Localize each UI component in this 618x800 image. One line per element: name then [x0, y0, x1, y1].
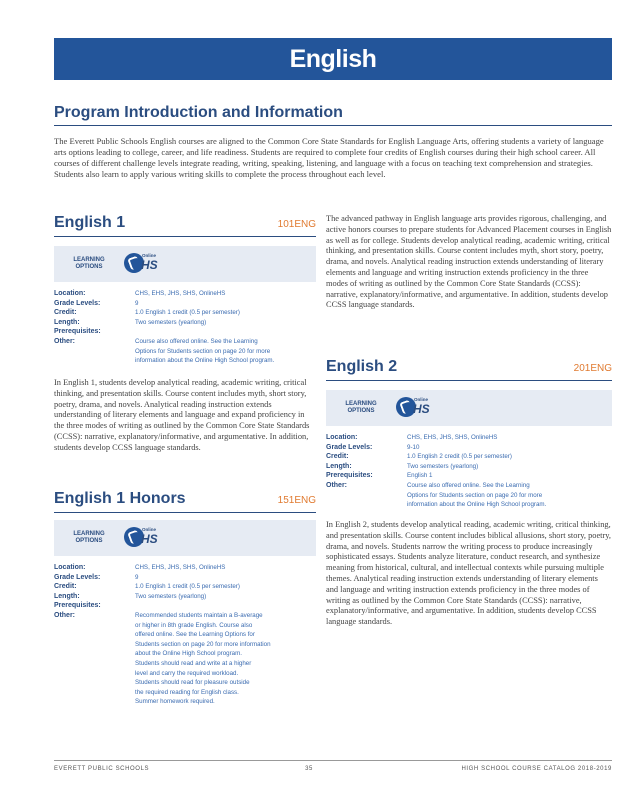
- logo-line1: Online: [142, 253, 157, 258]
- logo-line2: HS: [413, 402, 430, 416]
- detail-label: Location:: [326, 434, 358, 441]
- logo-line2: HS: [141, 532, 158, 546]
- detail-credit: 1.0 English 1 credit (0.5 per semester): [135, 583, 240, 591]
- detail-label: Grade Levels:: [326, 443, 373, 451]
- program-title: Program Introduction and Information: [54, 104, 343, 121]
- detail-credit: 1.0 English 2 credit (0.5 per semester): [407, 453, 512, 461]
- course-rule: [54, 512, 316, 513]
- detail-other: Recommended students maintain a B-average or higher in 8th grade English. Course also offered online. See the Learning Options for Students section on page 20 for more information about the Online High School program. Students should read and write at a higher level and carry the required workload. Students should read for pleasure outside the required reading for English class. Summer homework required.: [135, 611, 271, 706]
- detail-grade-levels: 9: [135, 573, 139, 581]
- learning-options-box: [54, 520, 316, 556]
- course-name: English 1 Honors: [54, 490, 186, 507]
- detail-label: Prerequisites:: [54, 328, 101, 336]
- logo-line2: HS: [141, 258, 158, 272]
- detail-label: Location:: [54, 290, 86, 297]
- course-name: English 2: [326, 358, 398, 375]
- course-rule: [54, 236, 316, 237]
- program-title-rule: [54, 125, 612, 126]
- course-details: [326, 433, 612, 510]
- detail-location: CHS, EHS, JHS, SHS, OnlineHS: [135, 564, 226, 571]
- course-code: 151ENG: [277, 495, 316, 506]
- detail-label: Credit:: [54, 309, 77, 317]
- course-description: In English 1, students develop analytical reading, academic writing, critical thinking, and presentation skills. Course content includes myth, short story, poetry, drama, and novels. Analytical reading instruction extends understanding of literary elements and language and expand proficiency in the three modes of writing as outlined by the Common Core State Standards (CCSS): narrative, explanatory/informative, and argumentative. In addition, students develop CCSS language standards.: [54, 378, 310, 452]
- detail-length: Two semesters (yearlong): [135, 592, 207, 600]
- detail-other: Course also offered online. See the Learning Options for Students section on page 20 for more information about the Online High School program.: [135, 337, 275, 365]
- detail-location: CHS, EHS, JHS, SHS, OnlineHS: [407, 434, 498, 441]
- course-details: [54, 563, 316, 707]
- detail-label: Grade Levels:: [54, 573, 101, 581]
- online-hs-logo-icon: [396, 395, 432, 421]
- detail-label: Location:: [54, 564, 86, 571]
- detail-label: Other:: [54, 337, 75, 345]
- learning-options-box: [326, 390, 612, 426]
- detail-label: Credit:: [54, 583, 77, 591]
- online-hs-logo-icon: [124, 251, 160, 277]
- course-header-english-2: [326, 358, 612, 376]
- detail-label: Credit:: [326, 453, 349, 461]
- page-number: 35: [305, 766, 313, 772]
- detail-length: Two semesters (yearlong): [407, 462, 479, 470]
- detail-other: Course also offered online. See the Learning Options for Students section on page 20 for more information about the Online High School program.: [407, 481, 547, 509]
- detail-prerequisites: English 1: [407, 472, 433, 480]
- detail-grade-levels: 9: [135, 299, 139, 307]
- detail-label: Length:: [54, 592, 80, 600]
- course-rule: [326, 380, 612, 381]
- detail-label: Prerequisites:: [54, 602, 101, 610]
- logo-line1: Online: [142, 527, 157, 532]
- detail-label: Prerequisites:: [326, 472, 373, 480]
- detail-grade-levels: 9-10: [407, 443, 420, 451]
- course-description: In English 2, students develop analytical reading, academic writing, critical thinking, and presentation skills. Course content includes biblical allusions, short story, poetry, drama, and novels. Students narrow the writing process to produce increasingly sophisticated essays. Students analyze literature, conduct research, and synthesize meaning from historical, cultural, and intellectual contexts while pursuing multiple themes. Analytical reading instruction extends understanding of literary elements and language and writing instruction extends proficiency in the three modes of writing as outlined by the Common Core State Standards (CCSS): narrative, explanatory/informative, and argumentative. In addition, students develop CCSS language standards.: [326, 520, 612, 627]
- learning-options-label: LEARNING OPTIONS: [73, 256, 105, 270]
- detail-label: Length:: [54, 318, 80, 326]
- detail-credit: 1.0 English 1 credit (0.5 per semester): [135, 309, 240, 317]
- detail-location: CHS, EHS, JHS, SHS, OnlineHS: [135, 290, 226, 297]
- course-header-english-1-honors: [54, 490, 316, 508]
- footer-rule: [54, 760, 612, 761]
- footer-right: HIGH SCHOOL COURSE CATALOG 2018-2019: [461, 766, 612, 772]
- course-header-english-1: [54, 214, 316, 232]
- learning-options-label: LEARNING OPTIONS: [73, 530, 105, 544]
- detail-length: Two semesters (yearlong): [135, 318, 207, 326]
- online-hs-logo-icon: [124, 525, 160, 551]
- detail-label: Other:: [326, 481, 347, 489]
- course-details: [54, 289, 316, 366]
- course-code: 201ENG: [573, 363, 612, 374]
- learning-options-box: [54, 246, 316, 282]
- page-banner: [54, 38, 612, 80]
- logo-line1: Online: [414, 397, 429, 402]
- detail-label: Other:: [54, 611, 75, 619]
- course-name: English 1: [54, 214, 126, 231]
- course-code: 101ENG: [277, 219, 316, 230]
- detail-label: Grade Levels:: [54, 299, 101, 307]
- page-title: English: [289, 45, 377, 73]
- footer-left: EVERETT PUBLIC SCHOOLS: [54, 766, 150, 772]
- program-intro: The Everett Public Schools English courses are aligned to the Common Core State Standards for English Language Arts, offering students a variety of language arts options leading to college, career, and life readiness. Students are required to complete four credits of English courses during their high school career. All courses of different challenge levels integrate reading, writing, speaking, listening, and language with a focus on teaching text comprehension and strategies. Students also learn to apply various writing skills to complete the process throughout each level.: [54, 136, 604, 179]
- learning-options-label: LEARNING OPTIONS: [345, 400, 377, 414]
- honors-description: The advanced pathway in English language arts provides rigorous, challenging, and active honors courses to prepare students for Advanced Placement courses in English as well as for college. Students develop analytical reading, academic writing, critical thinking, and presentation skills. Course content includes myth, short story, poetry, drama, and novels. Analytical reading instruction extends understanding of literary elements and language and writing instruction extends proficiency in the three modes of writing as outlined by the Common Core State Standards (CCSS): narrative, explanatory/informative, and argumentative. In addition, students develop CCSS language standards.: [326, 214, 612, 310]
- detail-label: Length:: [326, 462, 352, 470]
